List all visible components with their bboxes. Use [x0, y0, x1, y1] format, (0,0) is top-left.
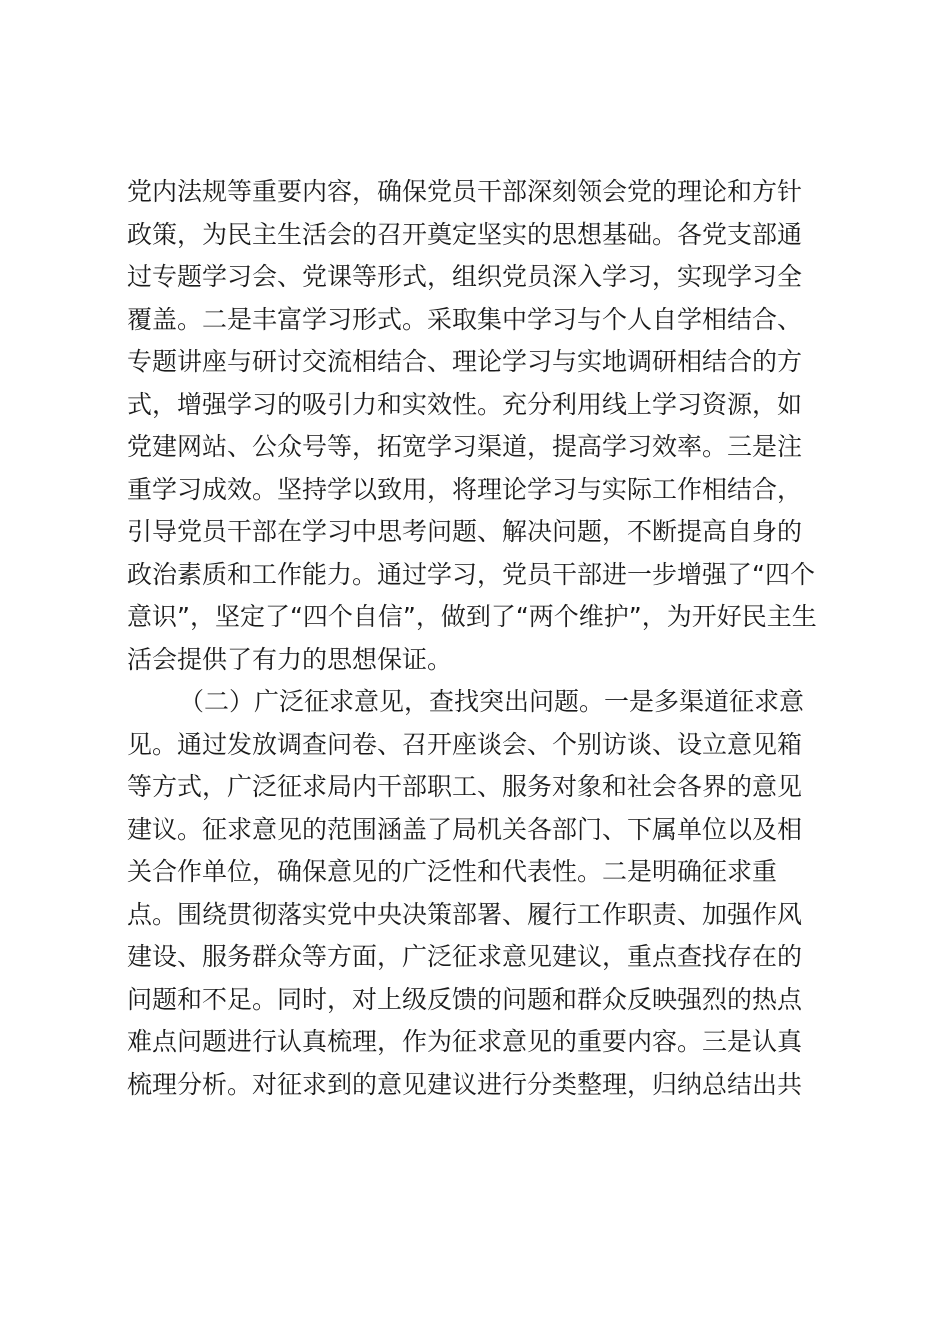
text-line: 党建网站、公众号等，拓宽学习渠道，提高学习效率。三是注	[127, 432, 803, 461]
text-line: （二）广泛征求意见，查找突出问题。一是多渠道征求意	[179, 687, 805, 716]
text-line: 政治素质和工作能力。通过学习，党员干部进一步增强了“四个	[127, 559, 815, 589]
text-line: 重学习成效。坚持学以致用，将理论学习与实际工作相结合，	[127, 474, 803, 504]
text-line: 式，增强学习的吸引力和实效性。充分利用线上学习资源，如	[127, 389, 803, 419]
text-line: 过专题学习会、党课等形式，组织党员深入学习，实现学习全	[127, 262, 803, 291]
text-line: 覆盖。二是丰富学习形式。采取集中学习与个人自学相结合、	[127, 304, 803, 334]
paragraph-1	[127, 171, 827, 681]
text-line: 问题和不足。同时，对上级反馈的问题和群众反映强烈的热点	[127, 984, 803, 1014]
text-line: 活会提供了有力的思想保证。	[127, 644, 453, 674]
document-body	[127, 171, 827, 1106]
text-line: 建设、服务群众等方面，广泛征求意见建议，重点查找存在的	[127, 942, 803, 971]
text-line: 梳理分析。对征求到的意见建议进行分类整理，归纳总结出共	[127, 1069, 803, 1099]
paragraph-2	[127, 681, 827, 1106]
text-line: 引导党员干部在学习中思考问题、解决问题，不断提高自身的	[127, 517, 803, 546]
text-line: 见。通过发放调查问卷、召开座谈会、个别访谈、设立意见箱	[127, 729, 803, 759]
text-line: 关合作单位，确保意见的广泛性和代表性。二是明确征求重	[127, 857, 778, 886]
text-line: 等方式，广泛征求局内干部职工、服务对象和社会各界的意见	[127, 772, 803, 801]
text-line: 点。围绕贯彻落实党中央决策部署、履行工作职责、加强作风	[127, 899, 803, 929]
text-line: 党内法规等重要内容，确保党员干部深刻领会党的理论和方针	[127, 177, 803, 206]
text-line: 建议。征求意见的范围涵盖了局机关各部门、下属单位以及相	[127, 814, 803, 844]
text-line: 政策，为民主生活会的召开奠定坚实的思想基础。各党支部通	[127, 219, 803, 249]
text-line: 专题讲座与研讨交流相结合、理论学习与实地调研相结合的方	[127, 347, 803, 376]
text-line: 意识”，坚定了“四个自信”，做到了“两个维护”，为开好民主生	[127, 602, 817, 631]
text-line: 难点问题进行认真梳理，作为征求意见的重要内容。三是认真	[127, 1027, 803, 1056]
